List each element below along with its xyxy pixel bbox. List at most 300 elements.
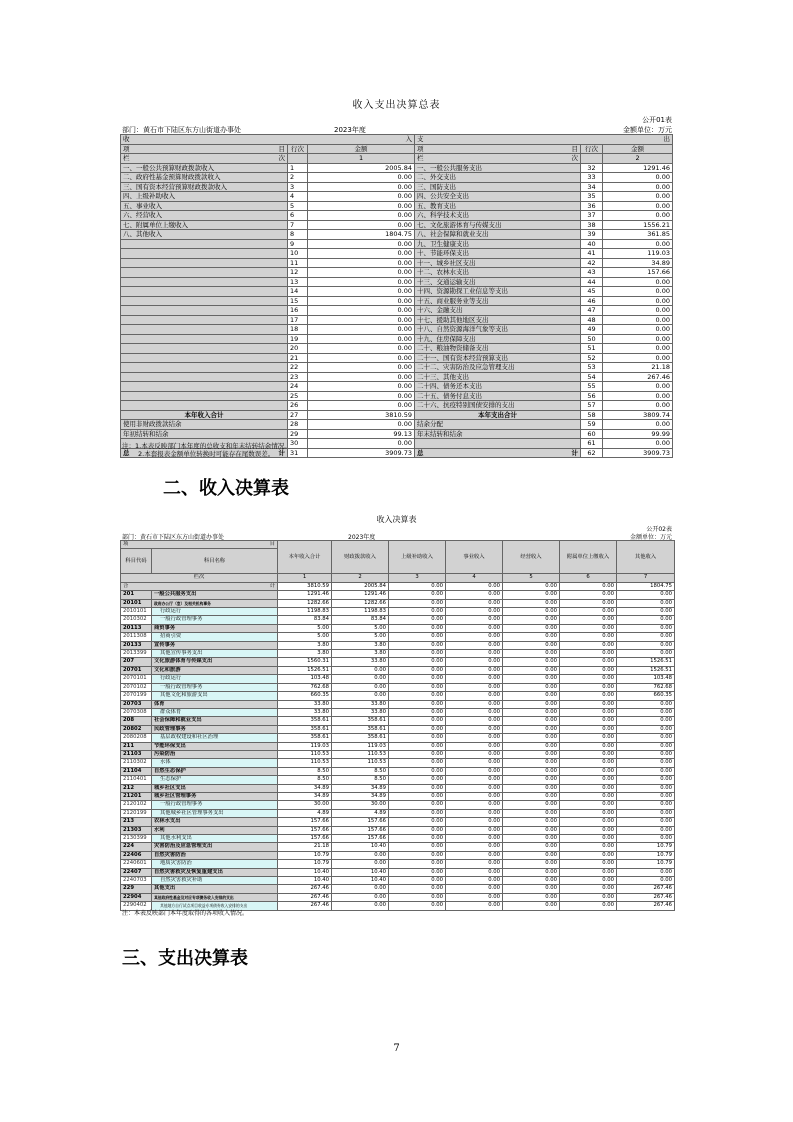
expense-item: 四、公共安全支出: [415, 192, 581, 202]
amount-cell: 0.00: [560, 818, 617, 826]
amount-cell: 3.80: [332, 650, 389, 658]
subject-name: 一般行政管理事务: [152, 801, 278, 809]
row-number: 29: [288, 429, 308, 439]
income-amount: 0.00: [308, 420, 415, 430]
amount-cell: 0.00: [332, 666, 389, 674]
amount-cell: 157.66: [332, 826, 389, 834]
t2-colno: 4: [446, 574, 503, 582]
amount-cell: 0.00: [560, 624, 617, 632]
amount-cell: 358.61: [278, 725, 332, 733]
table-row: [121, 658, 675, 666]
amount-cell: 0.00: [389, 742, 446, 750]
amount-cell: 1282.66: [332, 599, 389, 607]
income-item: 四、上级补助收入: [121, 192, 288, 202]
amount-cell: 0.00: [446, 616, 503, 624]
income-item: 一、一般公共预算财政拨款收入: [121, 163, 288, 173]
table-row: [121, 776, 675, 784]
expense-item: 六、科学技术支出: [415, 211, 581, 221]
row-number: 54: [581, 372, 603, 382]
table-row: [121, 363, 673, 373]
amount-cell: 0.00: [389, 608, 446, 616]
amount-cell: 0.00: [446, 608, 503, 616]
row-number: 16: [288, 306, 308, 316]
subject-code: 2070102: [121, 683, 152, 691]
subject-name: 行政运行: [152, 608, 278, 616]
amount-cell: 33.80: [332, 658, 389, 666]
header-column-right: 栏 次: [415, 154, 581, 164]
table-row: [121, 851, 675, 859]
amount-cell: 0.00: [560, 658, 617, 666]
table-row: [121, 334, 673, 344]
amount-cell: 0.00: [446, 658, 503, 666]
income-amount: 0.00: [308, 344, 415, 354]
amount-cell: 0.00: [446, 750, 503, 758]
t2-colno: 2: [332, 574, 389, 582]
amount-cell: 267.46: [617, 885, 675, 893]
amount-cell: 10.40: [332, 868, 389, 876]
row-number: 40: [581, 239, 603, 249]
row-number: 32: [581, 163, 603, 173]
row-number: 10: [288, 249, 308, 259]
amount-cell: 0.00: [560, 692, 617, 700]
amount-cell: 0.00: [560, 784, 617, 792]
table-row: [121, 382, 673, 392]
income-amount: 0.00: [308, 391, 415, 401]
table-row: [121, 315, 673, 325]
amount-cell: 1198.83: [278, 608, 332, 616]
income-amount: 0.00: [308, 315, 415, 325]
income-amount: 0.00: [308, 353, 415, 363]
amount-cell: 0.00: [560, 708, 617, 716]
amount-cell: 3.80: [278, 650, 332, 658]
amount-cell: 0.00: [332, 893, 389, 901]
amount-cell: 0.00: [617, 599, 675, 607]
amount-cell: 0.00: [389, 734, 446, 742]
amount-cell: 0.00: [560, 792, 617, 800]
row-number: 55: [581, 382, 603, 392]
row-number: 9: [288, 239, 308, 249]
amount-cell: 358.61: [278, 734, 332, 742]
amount-cell: 1198.83: [332, 608, 389, 616]
amount-cell: 0.00: [560, 759, 617, 767]
income-amount: 0.00: [308, 182, 415, 192]
amount-cell: 0.00: [617, 818, 675, 826]
amount-cell: 0.00: [389, 818, 446, 826]
expense-amount: 99.99: [603, 429, 673, 439]
amount-cell: 0.00: [446, 860, 503, 868]
table1-title: 收入支出决算总表: [352, 100, 441, 111]
amount-cell: 0.00: [503, 734, 560, 742]
amount-cell: 0.00: [446, 675, 503, 683]
amount-cell: 0.00: [560, 868, 617, 876]
row-number: 18: [288, 325, 308, 335]
amount-cell: 0.00: [446, 784, 503, 792]
table-row: [121, 742, 675, 750]
amount-cell: 0.00: [503, 599, 560, 607]
expense-item: 五、教育支出: [415, 201, 581, 211]
table2-unit: 金额单位：万元: [629, 534, 672, 541]
income-item: [121, 296, 288, 306]
amount-cell: 0.00: [617, 633, 675, 641]
amount-cell: 0.00: [389, 750, 446, 758]
subject-name: 城乡社区支出: [152, 784, 278, 792]
amount-cell: 110.53: [278, 759, 332, 767]
table-row: [121, 616, 675, 624]
row-number: 31: [288, 448, 308, 458]
row-number: 23: [288, 372, 308, 382]
header-item-right: 项 目: [415, 144, 581, 154]
amount-cell: 21.18: [278, 843, 332, 851]
amount-cell: 0.00: [503, 675, 560, 683]
expense-amount: 119.03: [603, 249, 673, 259]
amount-cell: 0.00: [560, 616, 617, 624]
amount-cell: 0.00: [503, 801, 560, 809]
amount-cell: 0.00: [332, 675, 389, 683]
subject-code: 21103: [121, 750, 152, 758]
amount-cell: 358.61: [332, 734, 389, 742]
table-row: [121, 767, 675, 775]
table-row: [121, 902, 675, 910]
subject-code: 21201: [121, 792, 152, 800]
amount-cell: 267.46: [278, 902, 332, 910]
amount-cell: 0.00: [332, 885, 389, 893]
subject-name: 其他政府性基金及对应专项债务收入安排的支出: [152, 893, 278, 901]
t2-total-cell: 0.00: [446, 582, 503, 590]
t2-total-cell: 0.00: [389, 582, 446, 590]
amount-cell: 0.00: [446, 641, 503, 649]
table-row: [121, 344, 673, 354]
amount-cell: 110.53: [278, 750, 332, 758]
header-amount-left: 金额: [308, 144, 415, 154]
income-item: [121, 306, 288, 316]
t2-header-fiscal: 财政拨款收入: [332, 541, 389, 574]
subject-name: 其他支出: [152, 885, 278, 893]
expense-amount: 0.00: [603, 277, 673, 287]
income-amount: 0.00: [308, 382, 415, 392]
amount-cell: 0.00: [389, 658, 446, 666]
expense-amount: 0.00: [603, 401, 673, 411]
amount-cell: 0.00: [617, 624, 675, 632]
table-row: [121, 692, 675, 700]
expense-amount: 0.00: [603, 296, 673, 306]
amount-cell: 103.48: [617, 675, 675, 683]
row-number: 33: [581, 173, 603, 183]
table-row: [121, 230, 673, 240]
amount-cell: 0.00: [503, 658, 560, 666]
t2-header-name: 科目名称: [152, 549, 278, 574]
subject-code: 229: [121, 885, 152, 893]
amount-cell: 110.53: [332, 750, 389, 758]
table-row: [121, 420, 673, 430]
row-number: 41: [581, 249, 603, 259]
amount-cell: 0.00: [389, 902, 446, 910]
income-amount: 0.00: [308, 401, 415, 411]
amount-cell: 0.00: [617, 784, 675, 792]
amount-cell: 0.00: [560, 801, 617, 809]
amount-cell: 0.00: [446, 633, 503, 641]
amount-cell: 10.40: [332, 843, 389, 851]
expense-item: 七、文化旅游体育与传媒支出: [415, 220, 581, 230]
income-item: [121, 391, 288, 401]
income-amount: 0.00: [308, 201, 415, 211]
table-row: [121, 258, 673, 268]
expense-amount: 0.00: [603, 287, 673, 297]
row-number: 36: [581, 201, 603, 211]
subject-code: 21303: [121, 826, 152, 834]
amount-cell: 0.00: [446, 708, 503, 716]
expense-item: 十八、自然资源海洋气象等支出: [415, 325, 581, 335]
amount-cell: 0.00: [560, 608, 617, 616]
subject-code: 20101: [121, 599, 152, 607]
expense-item: 二十五、债务付息支出: [415, 391, 581, 401]
total-expense-label: 本年支出合计: [415, 410, 581, 420]
row-number: 50: [581, 334, 603, 344]
subject-code: 20703: [121, 700, 152, 708]
header-row-no-left: 行次: [288, 144, 308, 154]
amount-cell: 0.00: [389, 801, 446, 809]
amount-cell: 8.50: [332, 776, 389, 784]
income-item: 三、国有资本经营预算财政拨款收入: [121, 182, 288, 192]
income-item: [121, 258, 288, 268]
table-row: [121, 429, 673, 439]
t2-colno: 3: [389, 574, 446, 582]
amount-cell: 0.00: [389, 885, 446, 893]
amount-cell: 0.00: [446, 809, 503, 817]
income-item: [121, 334, 288, 344]
expense-item: 十六、金融支出: [415, 306, 581, 316]
table2-dept: 部门：黄石市下陆区东方山街道办事处: [122, 534, 225, 541]
row-number: 20: [288, 344, 308, 354]
amount-cell: 0.00: [617, 877, 675, 885]
amount-cell: 0.00: [446, 877, 503, 885]
expense-item: 二十二、灾害防治及应急管理支出: [415, 363, 581, 373]
subject-code: 2110401: [121, 776, 152, 784]
subject-name: 其他宣传事务支出: [152, 650, 278, 658]
amount-cell: 0.00: [446, 759, 503, 767]
subject-name: 其他地方自行试点项目收益专项债券收入安排的支出: [152, 902, 278, 910]
amount-cell: 0.00: [503, 851, 560, 859]
amount-cell: 0.00: [503, 843, 560, 851]
subject-name: 体育: [152, 700, 278, 708]
amount-cell: 0.00: [617, 700, 675, 708]
table-row: [121, 249, 673, 259]
table-row: [121, 201, 673, 211]
amount-cell: 33.80: [332, 708, 389, 716]
header-col1: 1: [308, 154, 415, 164]
table1-unit: 金额单位：万元: [623, 126, 672, 134]
amount-cell: 267.46: [617, 893, 675, 901]
t2-colno: 6: [560, 574, 617, 582]
amount-cell: 0.00: [389, 725, 446, 733]
expense-amount: 0.00: [603, 182, 673, 192]
amount-cell: 110.53: [332, 759, 389, 767]
expense-item: 一、一般公共服务支出: [415, 163, 581, 173]
table-row: [121, 173, 673, 183]
amount-cell: 0.00: [446, 902, 503, 910]
expense-amount: 0.00: [603, 391, 673, 401]
amount-cell: 0.00: [389, 826, 446, 834]
income-amount: 0.00: [308, 268, 415, 278]
expense-item: 二十三、其他支出: [415, 372, 581, 382]
amount-cell: 3.80: [278, 641, 332, 649]
row-number: 38: [581, 220, 603, 230]
expense-item: 年末结转和结余: [415, 429, 581, 439]
income-item: [121, 239, 288, 249]
t2-total-cell: 0.00: [503, 582, 560, 590]
amount-cell: 0.00: [503, 885, 560, 893]
amount-cell: 0.00: [389, 868, 446, 876]
expense-item: 二、外交支出: [415, 173, 581, 183]
subject-code: 21104: [121, 767, 152, 775]
subject-name: 宣传事务: [152, 641, 278, 649]
subject-code: 213: [121, 818, 152, 826]
amount-cell: 0.00: [389, 851, 446, 859]
amount-cell: 0.00: [503, 792, 560, 800]
table-row: [121, 296, 673, 306]
income-item: 六、经营收入: [121, 211, 288, 221]
t2-total-cell: 2005.84: [332, 582, 389, 590]
amount-cell: 0.00: [503, 725, 560, 733]
income-amount: 99.13: [308, 429, 415, 439]
expense-item: 二十六、抗疫特别国债安排的支出: [415, 401, 581, 411]
amount-cell: 0.00: [560, 860, 617, 868]
amount-cell: 0.00: [446, 767, 503, 775]
subject-code: 201: [121, 591, 152, 599]
amount-cell: 0.00: [617, 868, 675, 876]
row-number: 4: [288, 192, 308, 202]
amount-cell: 10.79: [617, 860, 675, 868]
row-number: 30: [288, 439, 308, 449]
amount-cell: 0.00: [389, 759, 446, 767]
amount-cell: 0.00: [503, 666, 560, 674]
section-heading-income: 二、收入决算表: [163, 478, 289, 499]
subject-name: 自然灾害防治: [152, 851, 278, 859]
table-row: [121, 708, 675, 716]
amount-cell: 0.00: [389, 893, 446, 901]
income-amount: 0.00: [308, 334, 415, 344]
amount-cell: 0.00: [389, 776, 446, 784]
header-amount-right: 金额: [603, 144, 673, 154]
t2-total-cell: 1804.75: [617, 582, 675, 590]
subject-code: 212: [121, 784, 152, 792]
row-number: 39: [581, 230, 603, 240]
row-number: 12: [288, 268, 308, 278]
amount-cell: 0.00: [503, 784, 560, 792]
amount-cell: 0.00: [617, 835, 675, 843]
amount-cell: 0.00: [617, 776, 675, 784]
amount-cell: 0.00: [503, 742, 560, 750]
table-row: [121, 608, 675, 616]
income-item: [121, 344, 288, 354]
table-row: [121, 860, 675, 868]
expense-item: 结余分配: [415, 420, 581, 430]
header-expense: 支 出: [415, 135, 673, 145]
amount-cell: 0.00: [503, 717, 560, 725]
amount-cell: 267.46: [278, 885, 332, 893]
subject-code: 2070308: [121, 708, 152, 716]
amount-cell: 10.40: [332, 877, 389, 885]
row-number: 1: [288, 163, 308, 173]
subject-name: 自然灾害救灾补助: [152, 877, 278, 885]
income-amount: 0.00: [308, 239, 415, 249]
amount-cell: 0.00: [560, 599, 617, 607]
header-row-no-right: 行次: [581, 144, 603, 154]
amount-cell: 0.00: [560, 750, 617, 758]
row-number: 42: [581, 258, 603, 268]
amount-cell: 83.84: [278, 616, 332, 624]
amount-cell: 0.00: [503, 683, 560, 691]
amount-cell: 1526.51: [617, 666, 675, 674]
amount-cell: 0.00: [389, 877, 446, 885]
t2-colno: 7: [617, 574, 675, 582]
table2-year: 2023年度: [348, 534, 376, 541]
income-item: 八、其他收入: [121, 230, 288, 240]
expense-item: 十一、城乡社区支出: [415, 258, 581, 268]
income-item: [121, 372, 288, 382]
income-amount: 2005.84: [308, 163, 415, 173]
amount-cell: 0.00: [617, 742, 675, 750]
summary-table: [120, 134, 673, 458]
row-number: 44: [581, 277, 603, 287]
subject-code: 208: [121, 717, 152, 725]
expense-amount: 0.00: [603, 306, 673, 316]
table-row: [121, 792, 675, 800]
amount-cell: 0.00: [389, 708, 446, 716]
amount-cell: 0.00: [560, 885, 617, 893]
row-number: 7: [288, 220, 308, 230]
subject-code: 2290402: [121, 902, 152, 910]
amount-cell: 0.00: [617, 759, 675, 767]
row-number: 14: [288, 287, 308, 297]
expense-amount: 0.00: [603, 420, 673, 430]
amount-cell: 0.00: [332, 683, 389, 691]
amount-cell: 34.89: [278, 784, 332, 792]
subject-code: 2110302: [121, 759, 152, 767]
expense-amount: 34.89: [603, 258, 673, 268]
subject-code: 2120199: [121, 809, 152, 817]
amount-cell: 0.00: [446, 650, 503, 658]
row-number: 3: [288, 182, 308, 192]
subject-code: 2240703: [121, 877, 152, 885]
amount-cell: 0.00: [560, 776, 617, 784]
income-item: [121, 277, 288, 287]
table1-dept: 部门：黄石市下陆区东方山街道办事处: [122, 126, 241, 134]
expense-item: 二十、粮油物资储备支出: [415, 344, 581, 354]
amount-cell: 0.00: [389, 675, 446, 683]
amount-cell: 157.66: [332, 835, 389, 843]
amount-cell: 0.00: [389, 692, 446, 700]
amount-cell: 10.79: [617, 843, 675, 851]
amount-cell: 157.66: [278, 835, 332, 843]
amount-cell: 0.00: [560, 591, 617, 599]
amount-cell: 0.00: [389, 843, 446, 851]
amount-cell: 0.00: [503, 826, 560, 834]
t2-total-cell: 0.00: [560, 582, 617, 590]
subject-name: 政府办公厅（室）及相关机构事务: [152, 599, 278, 607]
row-number: 59: [581, 420, 603, 430]
amount-cell: 0.00: [503, 767, 560, 775]
amount-cell: 4.89: [332, 809, 389, 817]
amount-cell: 0.00: [389, 784, 446, 792]
amount-cell: 0.00: [617, 650, 675, 658]
subject-code: 2240601: [121, 860, 152, 868]
table1-code: 公开01表: [642, 116, 672, 124]
amount-cell: 0.00: [389, 650, 446, 658]
amount-cell: 660.35: [617, 692, 675, 700]
table-row: [121, 835, 675, 843]
grand-total-char: 计: [571, 448, 579, 457]
amount-cell: 0.00: [389, 700, 446, 708]
